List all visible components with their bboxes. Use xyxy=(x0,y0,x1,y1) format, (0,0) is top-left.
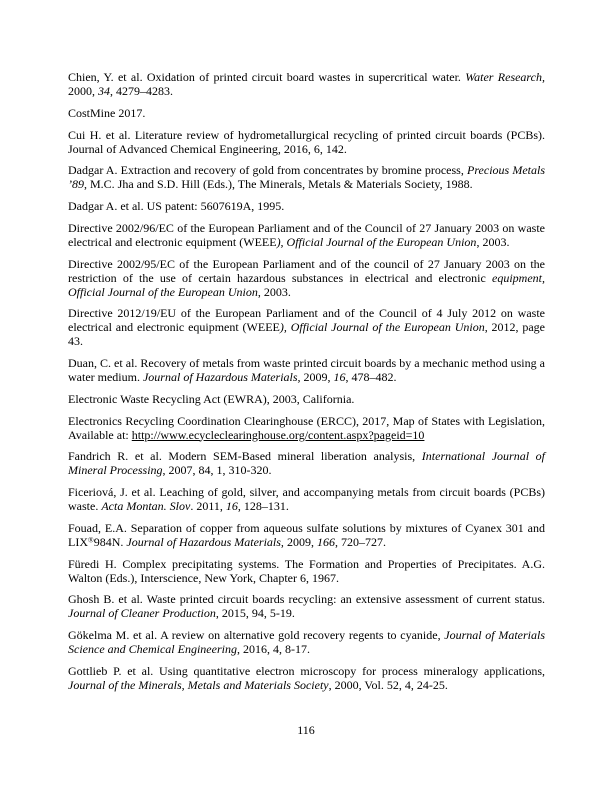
reference-entry xyxy=(68,306,545,348)
text-run: International Journal of Mineral Processing xyxy=(68,449,545,478)
reference-entry xyxy=(68,557,545,585)
reference-entry xyxy=(68,70,545,98)
text-run: Acta Montan. Slov xyxy=(101,499,191,513)
text-run: . 2011, xyxy=(190,499,226,513)
text-run: , 720–727. xyxy=(334,534,386,549)
text-run: Journal of the Minerals, Metals and Materials Society xyxy=(68,677,329,692)
text-run: Directive 2002/95/EC of the European Parliament and of the council of 27 January 2003 on the restriction of the use of certain hazardous substances in electrical and electronic xyxy=(68,256,545,285)
text-run: ), Official Journal of the European Union xyxy=(276,234,477,249)
reference-entry xyxy=(68,199,545,213)
text-run: 34 xyxy=(98,84,110,98)
reference-entry xyxy=(68,449,545,477)
text-run: Journal of Materials Science and Chemical Engineering xyxy=(68,628,546,656)
text-run: , 2016, 4, 8-17. xyxy=(236,642,310,656)
reference-entry xyxy=(68,664,545,692)
text-run: Ficeriová, J. et al. Leaching of gold, silver, and accompanying metals from circuit boards (PCBs) waste. xyxy=(68,485,545,513)
text-run: 16 xyxy=(225,499,238,513)
text-run: 2000, xyxy=(68,84,98,98)
text-run: , M.C. Jha and S.D. Hill (Eds.), The Minerals, Metals & Materials Society, 1988. xyxy=(84,177,473,192)
text-run: Gökelma M. et al. A review on alternative gold recovery regents to cyanide, xyxy=(68,628,445,642)
text-run: Fouad, E.A. Separation of copper from aqueous sulfate solutions by mixtures of Cyanex 301 and LIX xyxy=(68,520,545,549)
reference-entry xyxy=(68,356,545,384)
text-run: , 4279–4283. xyxy=(110,84,173,98)
reference-entry xyxy=(68,592,545,620)
text-run: Chien, Y. et al. Oxidation of printed circuit board wastes in supercritical water. xyxy=(68,70,466,84)
reference-entry xyxy=(68,257,545,299)
references-list xyxy=(68,70,545,700)
text-run: , 2003. xyxy=(476,234,510,249)
text-run: Electronics Recycling Coordination Clearinghouse (ERCC), 2017, Map of States with Legislation, Available at: xyxy=(68,413,545,442)
text-run: Dadgar A. et al. US patent: 5607619A, 1995. xyxy=(68,199,285,213)
reference-entry xyxy=(68,106,545,120)
text-run: Directive 2002/96/EC of the European Parliament and of the Council of 27 January 2003 on waste electrical and electronic equipment (WEEE xyxy=(68,220,545,249)
text-run: 2009, xyxy=(283,534,317,549)
text-run: 166 xyxy=(316,534,335,549)
text-run: , 2007, 84, 1, 310-320. xyxy=(162,463,272,478)
text-run: equipment, Official Journal of the European Union xyxy=(68,270,545,299)
text-run: Fandrich R. et al. Modern SEM-Based mineral liberation analysis, xyxy=(68,449,422,464)
text-run: Journal of Hazardous Materials, xyxy=(126,534,284,549)
text-run: ), Official Journal of the European Union xyxy=(279,320,485,335)
text-run: Journal of Hazardous Materials, xyxy=(142,370,301,384)
text-run: 984N. xyxy=(93,534,127,549)
hyperlink[interactable]: http://www.ecycleclearinghouse.org/content.aspx?pageid=10 xyxy=(131,427,425,442)
text-run: Electronic Waste Recycling Act (EWRA), 2003, California. xyxy=(68,391,355,406)
reference-entry xyxy=(68,521,545,549)
text-run: 2009, xyxy=(300,370,334,384)
text-run: Journal of Cleaner Production xyxy=(68,606,216,621)
text-run: Füredi H. Complex precipitating systems. The Formation and Properties of Precipitates. A.G. Walton (Eds.), Interscience, New York, Chapter 6, 1967. xyxy=(68,556,545,585)
reference-entry xyxy=(68,163,545,191)
text-run: , 2015, 94, 5-19. xyxy=(215,606,295,621)
text-run: Water Research, xyxy=(465,70,545,84)
text-run: Dadgar A. Extraction and recovery of gold from concentrates by bromine process, xyxy=(68,163,467,178)
text-run: , 478–482. xyxy=(345,370,397,384)
reference-entry xyxy=(68,485,545,513)
text-run: , 2012, page 43. xyxy=(68,320,546,349)
reference-entry xyxy=(68,414,545,442)
reference-entry xyxy=(68,628,545,656)
page-number: 116 xyxy=(297,723,315,737)
text-run: Cui H. et al. Literature review of hydrometallurgical recycling of printed circuit boards (PCBs). Journal of Advanced Chemical Engineering, 2016, 6, 142. xyxy=(68,127,545,156)
text-run: CostMine 2017. xyxy=(68,105,146,120)
text-run: Ghosh B. et al. Waste printed circuit boards recycling: an extensive assessment of current status. xyxy=(68,592,545,607)
text-run: , 2000, Vol. 52, 4, 24-25. xyxy=(328,677,448,692)
text-run: 16 xyxy=(333,370,346,384)
text-run: Precious Metals ’89 xyxy=(68,163,546,192)
reference-entry xyxy=(68,128,545,156)
text-run: , 2003. xyxy=(257,284,291,299)
reference-entry xyxy=(68,221,545,249)
text-run: Gottlieb P. et al. Using quantitative electron microscopy for process mineralogy applications, xyxy=(68,663,545,678)
text-run: ® xyxy=(88,535,94,545)
text-run: Duan, C. et al. Recovery of metals from waste printed circuit boards by a mechanic method using a water medium. xyxy=(68,356,545,384)
text-run: , 128–131. xyxy=(237,499,289,513)
text-run: Directive 2012/19/EU of the European Parliament and of the Council of 4 July 2012 on waste electrical and electronic equipment (WEEE xyxy=(68,306,545,335)
reference-entry xyxy=(68,392,545,406)
